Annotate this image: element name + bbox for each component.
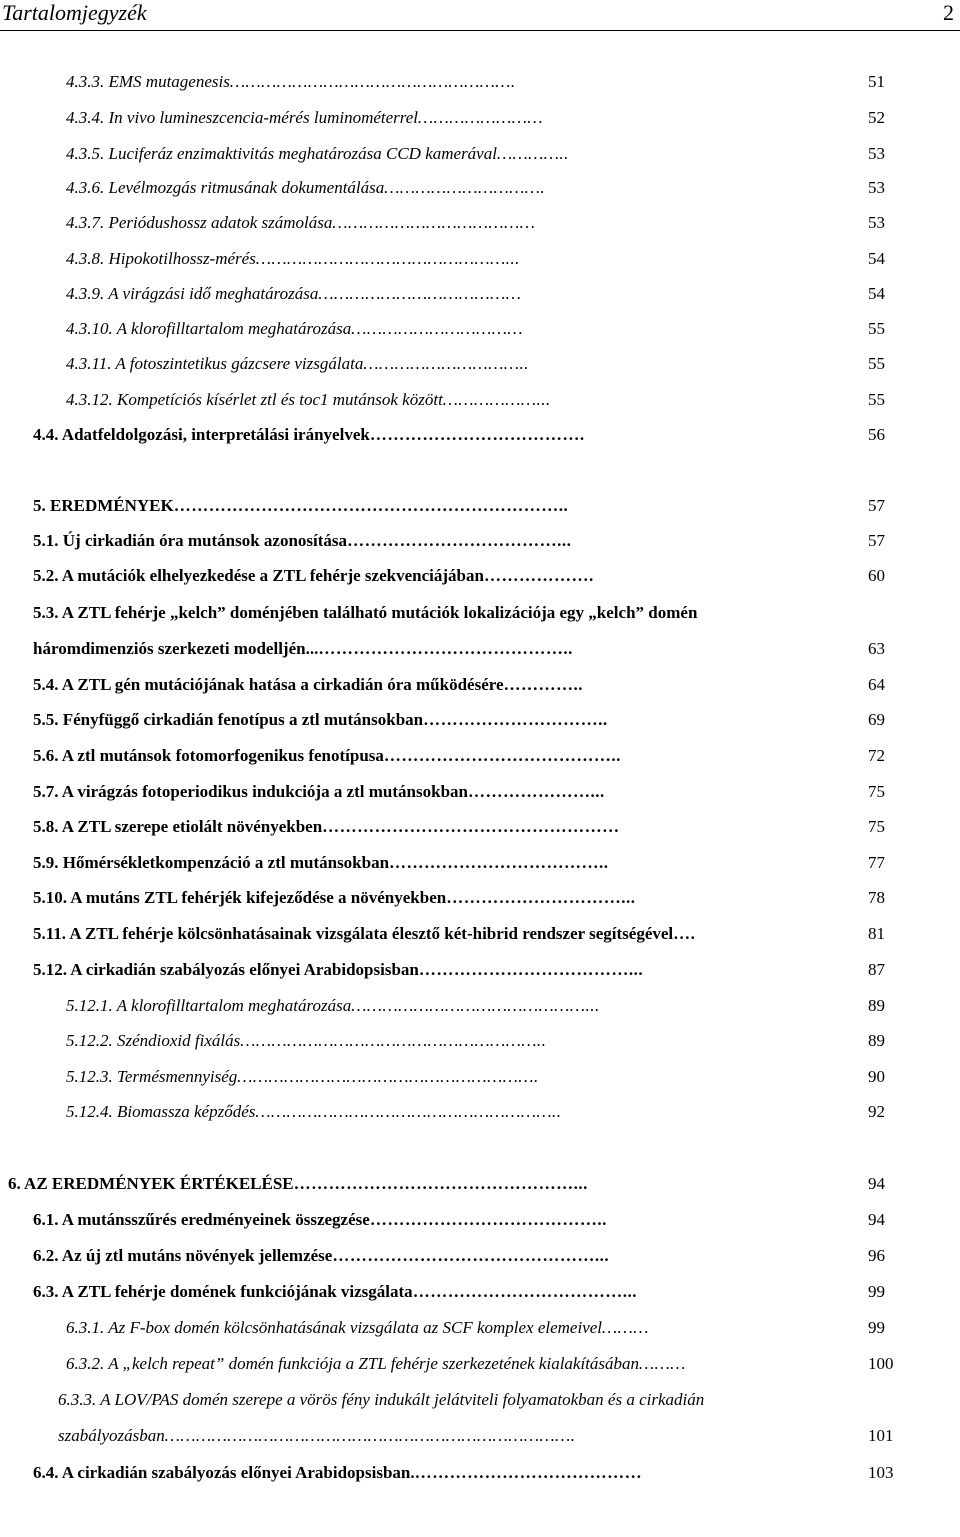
toc-entry[interactable]: 4.3.9. A virágzási idő meghatározása………………………………… xyxy=(66,284,522,303)
toc-entry[interactable]: 5.12.4. Biomassza képződés………………………………………………….. xyxy=(66,1102,562,1121)
toc-page-number: 53 xyxy=(868,178,885,197)
toc-entry[interactable]: 4.3.5. Luciferáz enzimaktivitás meghatározása CCD kamerával………….. xyxy=(66,144,569,163)
toc-page-number: 78 xyxy=(868,888,885,907)
toc-entry[interactable]: 5.10. A mutáns ZTL fehérjék kifejeződése a növényekben…………………………... xyxy=(33,888,636,907)
toc-page-number: 53 xyxy=(868,144,885,163)
page-title: Tartalomjegyzék xyxy=(2,0,147,25)
toc-entry[interactable]: 4.3.6. Levélmozgás ritmusának dokumentálása…………………………. xyxy=(66,178,546,197)
toc-entry[interactable]: 6.3.1. Az F-box domén kölcsönhatásának vizsgálata az SCF komplex elemeivel……… xyxy=(66,1318,649,1337)
toc-entry[interactable]: 4.4. Adatfeldolgozási, interpretálási irányelvek………………………………. xyxy=(33,425,585,444)
toc-page-number: 54 xyxy=(868,249,885,268)
toc-entry[interactable]: 4.3.8. Hipokotilhossz-mérés…………………………………………... xyxy=(66,249,520,268)
toc-page-number: 89 xyxy=(868,996,885,1015)
toc-page-number: 87 xyxy=(868,960,885,979)
toc-page-number: 103 xyxy=(868,1463,894,1482)
toc-page-number: 56 xyxy=(868,425,885,444)
toc-page-number: 60 xyxy=(868,566,885,585)
toc-entry[interactable]: 5.8. A ZTL szerepe etiolált növényekben…………………………………………… xyxy=(33,817,620,836)
toc-page-number: 99 xyxy=(868,1318,885,1337)
toc-page-number: 55 xyxy=(868,319,885,338)
toc-page-number: 89 xyxy=(868,1031,885,1050)
toc-entry[interactable]: 4.3.4. In vivo lumineszcencia-mérés luminométerrel…………………… xyxy=(66,108,543,127)
toc-page-number: 57 xyxy=(868,496,885,515)
toc-entry[interactable]: 4.3.10. A klorofilltartalom meghatározása…………………………… xyxy=(66,319,524,338)
toc-entry[interactable]: 5.12.1. A klorofilltartalom meghatározása………………………………………... xyxy=(66,996,600,1015)
toc-entry[interactable]: 5.5. Fényfüggő cirkadián fenotípus a ztl mutánsokban………………………….. xyxy=(33,710,608,729)
toc-entry[interactable]: 5.3. A ZTL fehérje „kelch” doménjében található mutációk lokalizációja egy „kelch” domén xyxy=(33,603,698,622)
toc-entry[interactable]: 6.4. A cirkadián szabályozás előnyei Arabidopsisban.………………………………… xyxy=(33,1463,643,1482)
toc-page-number: 72 xyxy=(868,746,885,765)
toc-entry[interactable]: 6.2. Az új ztl mutáns növények jellemzése………………………………………... xyxy=(33,1246,610,1265)
toc-entry[interactable]: 5.1. Új cirkadián óra mutánsok azonosítása………………………………... xyxy=(33,531,572,550)
toc-page-number: 94 xyxy=(868,1174,885,1193)
toc-page-number: 69 xyxy=(868,710,885,729)
toc-entry[interactable]: 5.12.3. Termésmennyiség…………………………………………………. xyxy=(66,1067,539,1086)
page-number: 2 xyxy=(943,0,954,25)
toc-page-number: 81 xyxy=(868,924,885,943)
toc-entry[interactable]: 5.12.2. Széndioxid fixálás………………………………………………….. xyxy=(66,1031,547,1050)
header-divider xyxy=(0,30,960,31)
toc-page-number: 51 xyxy=(868,72,885,91)
toc-entry[interactable]: 5.11. A ZTL fehérje kölcsönhatásainak vizsgálata élesztő két-hibrid rendszer segítségével…. xyxy=(33,924,696,943)
toc-entry[interactable]: 5.6. A ztl mutánsok fotomorfogenikus fenotípusa………………………………….. xyxy=(33,746,621,765)
toc-entry[interactable]: 5.4. A ZTL gén mutációjának hatása a cirkadián óra működésére………….. xyxy=(33,675,584,694)
toc-page-number: 96 xyxy=(868,1246,885,1265)
toc-entry[interactable]: 5.12. A cirkadián szabályozás előnyei Arabidopsisban………………………………... xyxy=(33,960,644,979)
toc-page-number: 99 xyxy=(868,1282,885,1301)
toc-entry[interactable]: 5.7. A virágzás fotoperiodikus indukciója a ztl mutánsokban…………………... xyxy=(33,782,605,801)
toc-entry[interactable]: 6.3.2. A „kelch repeat” domén funkciója a ZTL fehérje szerkezetének kialakításában……… xyxy=(66,1354,686,1373)
toc-page-number: 55 xyxy=(868,354,885,373)
toc-entry[interactable]: 6.1. A mutánsszűrés eredményeinek összegzése………………………………….. xyxy=(33,1210,607,1229)
toc-entry[interactable]: 4.3.11. A fotoszintetikus gázcsere vizsgálata………………………….. xyxy=(66,354,530,373)
toc-page-number: 90 xyxy=(868,1067,885,1086)
toc-entry[interactable]: 4.3.3. EMS mutagenesis………………………………………………. xyxy=(66,72,516,91)
toc-page-number: 77 xyxy=(868,853,885,872)
toc-page-number: 75 xyxy=(868,782,885,801)
toc-entry[interactable]: 6. AZ EREDMÉNYEK ÉRTÉKELÉSE…………………………………………... xyxy=(8,1174,588,1193)
toc-entry[interactable]: háromdimenziós szerkezeti modelljén...…………………………………….. xyxy=(33,639,573,658)
toc-page-number: 52 xyxy=(868,108,885,127)
toc-page-number: 57 xyxy=(868,531,885,550)
toc-entry[interactable]: 5. EREDMÉNYEK………………………………………………………….. xyxy=(33,496,569,515)
toc-page-number: 75 xyxy=(868,817,885,836)
toc-page-number: 53 xyxy=(868,213,885,232)
toc-page-number: 100 xyxy=(868,1354,894,1373)
toc-page-number: 94 xyxy=(868,1210,885,1229)
toc-page-number: 101 xyxy=(868,1426,894,1445)
toc-entry[interactable]: 5.2. A mutációk elhelyezkedése a ZTL fehérje szekvenciájában………………. xyxy=(33,566,594,585)
toc-entry[interactable]: 6.3. A ZTL fehérje domének funkciójának vizsgálata………………………………... xyxy=(33,1282,637,1301)
toc-entry[interactable]: 4.3.12. Kompetíciós kísérlet ztl és toc1 mutánsok között………………... xyxy=(66,390,551,409)
toc-page-number: 63 xyxy=(868,639,885,658)
page-header xyxy=(0,0,960,30)
toc-entry[interactable]: 5.9. Hőmérsékletkompenzáció a ztl mutánsokban……………………………….. xyxy=(33,853,609,872)
toc-page-number: 55 xyxy=(868,390,885,409)
toc-page-number: 92 xyxy=(868,1102,885,1121)
toc-entry[interactable]: 4.3.7. Periódushossz adatok számolása………………………………… xyxy=(66,213,536,232)
toc-page-number: 54 xyxy=(868,284,885,303)
toc-entry[interactable]: 6.3.3. A LOV/PAS domén szerepe a vörös fény indukált jelátviteli folyamatokban és a cirkadián xyxy=(58,1390,705,1409)
toc-entry[interactable]: szabályozásban……………………………………………………………………. xyxy=(58,1426,576,1445)
toc-page-number: 64 xyxy=(868,675,885,694)
